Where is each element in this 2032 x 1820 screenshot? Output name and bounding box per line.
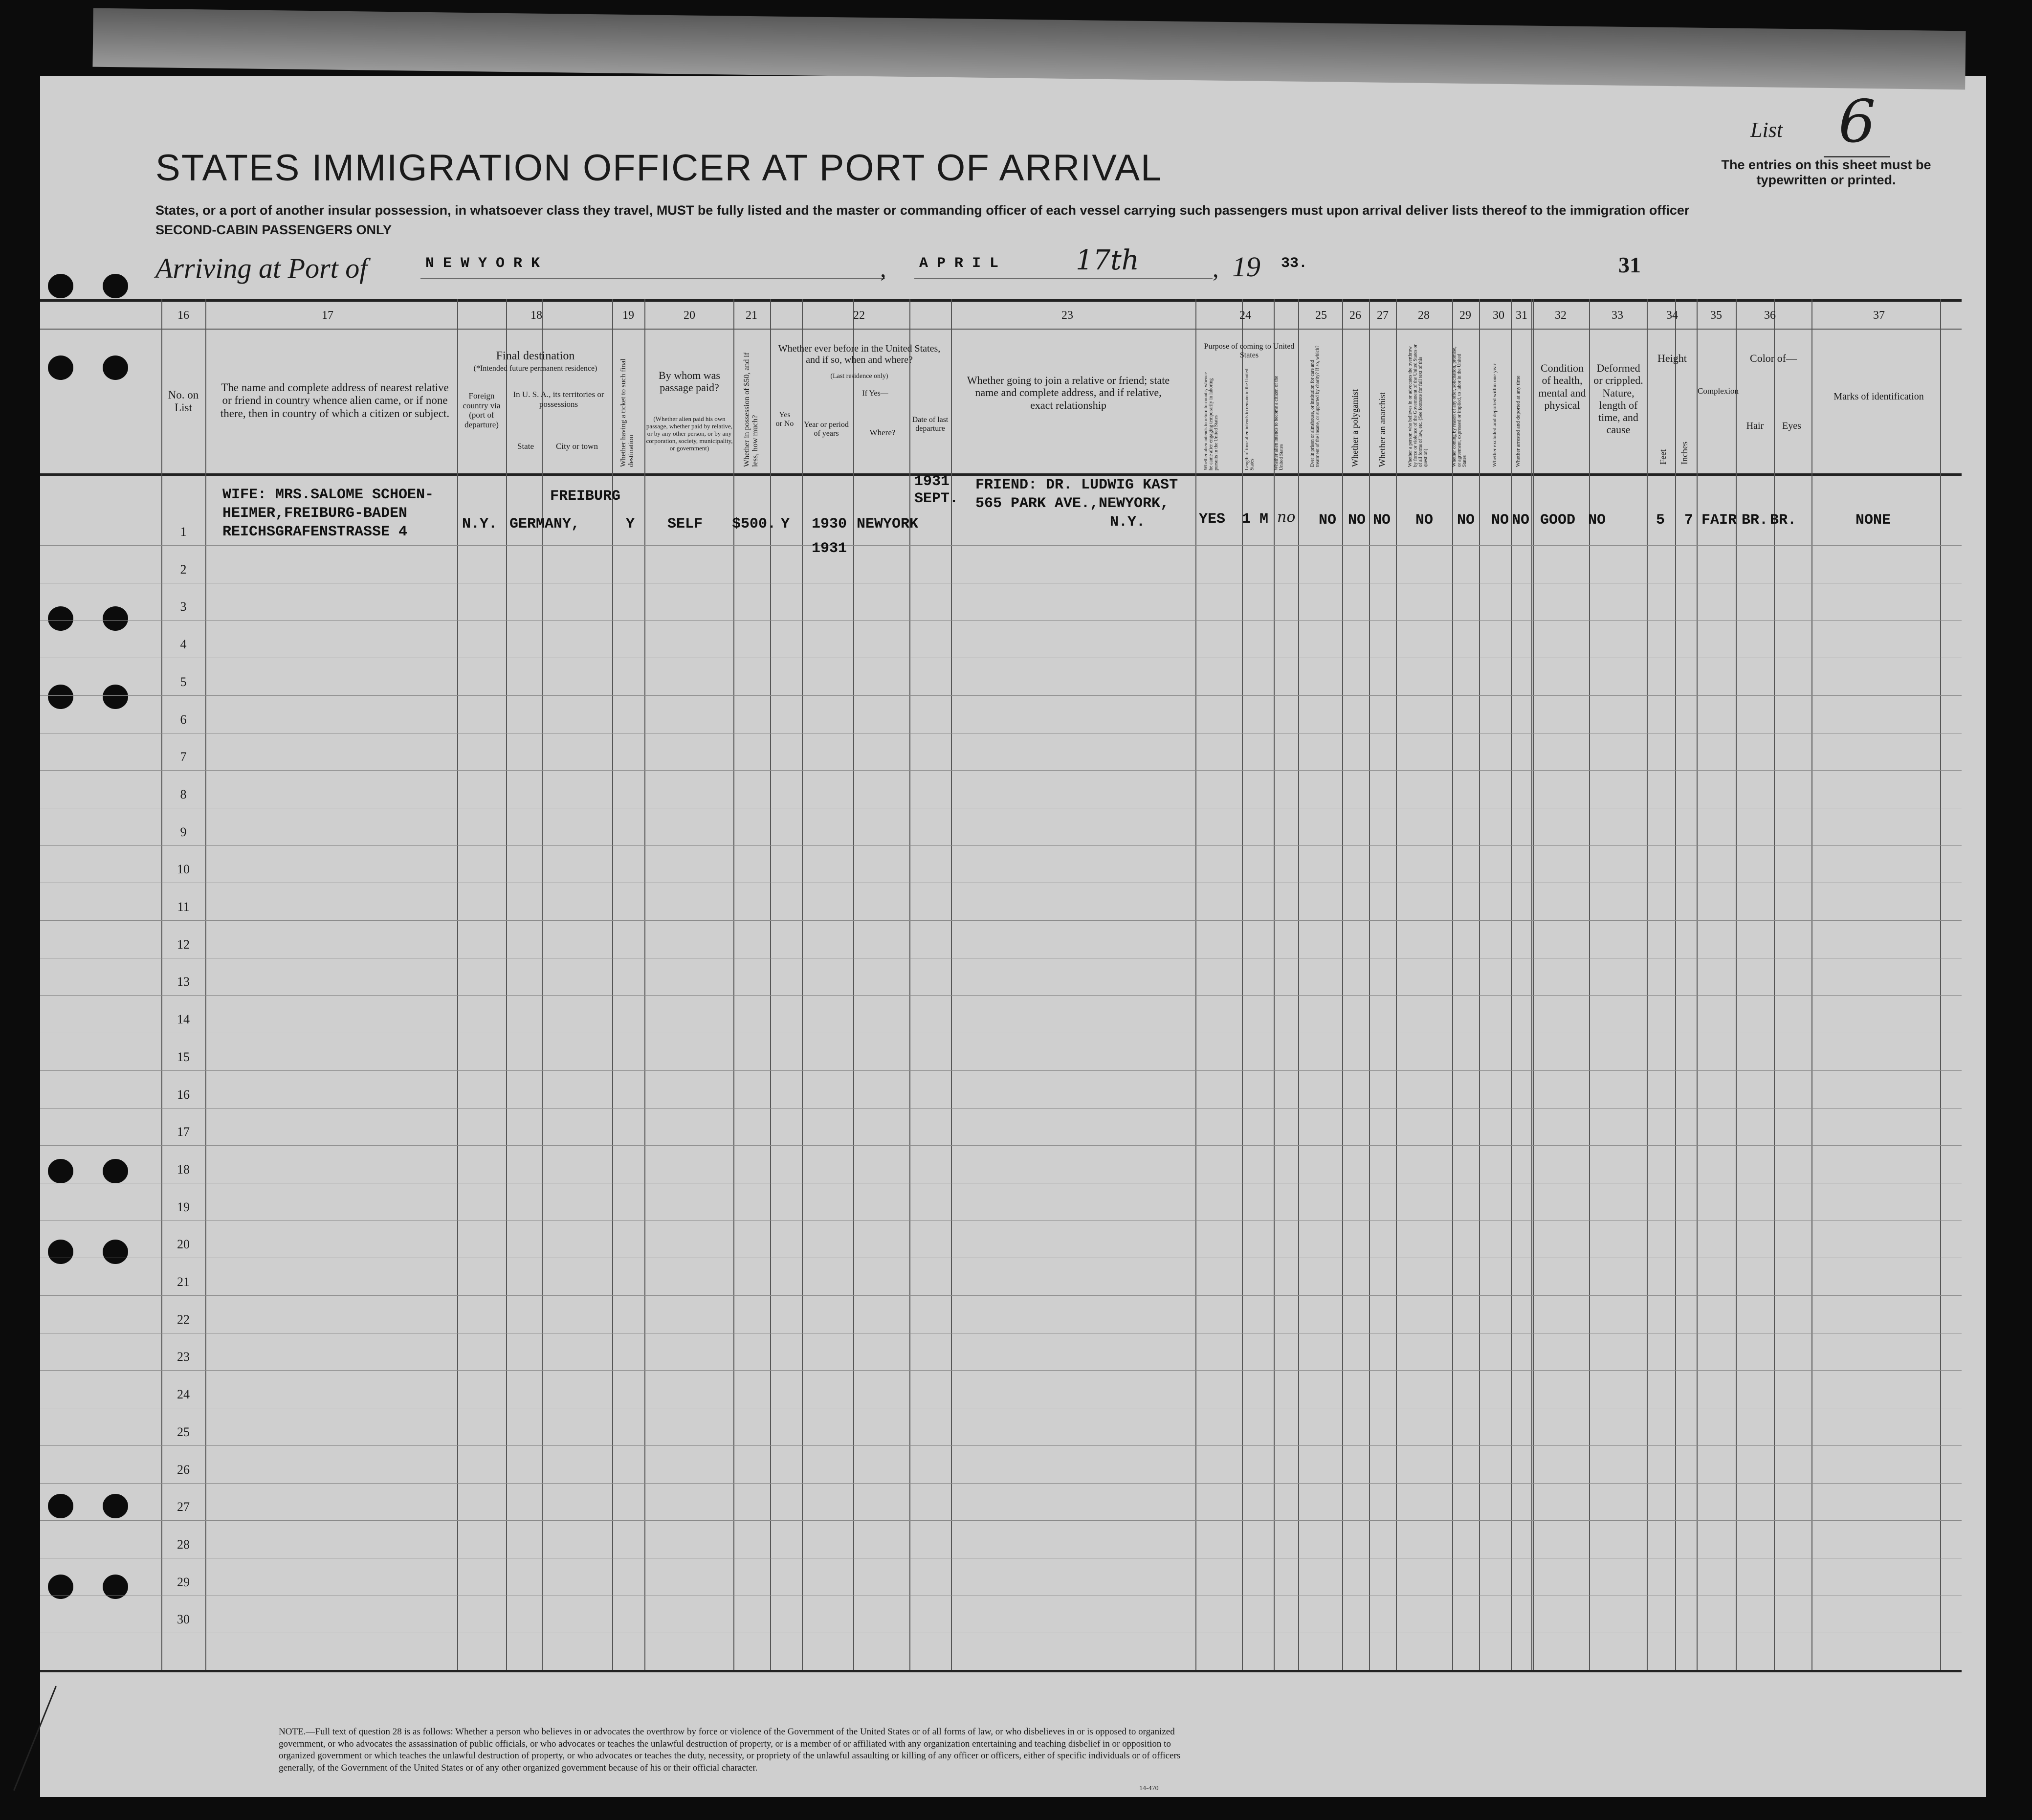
- header-feet: Feet: [1658, 449, 1668, 465]
- year-2: 1931: [812, 540, 847, 557]
- eyes-value: BR.: [1770, 512, 1797, 529]
- column-divider: [506, 299, 507, 1670]
- punch-hole: [48, 274, 73, 298]
- arrival-month: A P R I L: [919, 255, 999, 272]
- col-num-27: 27: [1377, 309, 1389, 322]
- hair-value: BR.: [1742, 512, 1768, 529]
- column-divider: [1242, 299, 1243, 1670]
- col-num-34: 34: [1666, 309, 1678, 322]
- row-divider: [40, 695, 1962, 696]
- column-divider: [1675, 299, 1676, 1670]
- column-divider: [1647, 299, 1648, 1670]
- complexion-value: FAIR: [1701, 512, 1737, 529]
- punch-hole: [103, 1240, 128, 1264]
- punch-hole: [103, 1494, 128, 1518]
- punch-hole: [48, 1240, 73, 1264]
- col-num-17: 17: [322, 309, 333, 322]
- polygamist-value: NO: [1348, 512, 1366, 529]
- row-divider: [40, 1295, 1962, 1296]
- header-year-period: Year or period of years: [804, 421, 849, 438]
- paid-by: SELF: [667, 516, 703, 533]
- row-number: 13: [177, 975, 190, 989]
- row-number: 21: [177, 1275, 190, 1289]
- comma: ,: [1213, 255, 1219, 282]
- footnote: NOTE.—Full text of question 28 is as follows: Whether a person who believes in or advocates the overthrow by force or violence of the Government of the United States or of all forms of law, or who disbelieves in or is opposed to organized government, or who advocates the assassination of public officials, or who advocates or teaches the unlawful destruction of property, or is a member of or affiliated with any organization entertaining and teaching disbelief in or opposition to organized government or which teaches the unlawful destruction of property, or who advocates or teaches the duty, necessity, or propriety of the unlawful assaulting or killing of any officer or officers, either of specific individuals or of officers generally, of the Government of the United States or of any other organized government because of his or their official character.: [279, 1727, 1181, 1774]
- col-num-33: 33: [1612, 309, 1623, 322]
- form-title: STATES IMMIGRATION OFFICER AT PORT OF ARRIVAL: [155, 147, 1163, 189]
- arrival-day: 17th: [1076, 244, 1139, 276]
- column-divider: [612, 299, 613, 1670]
- row-number: 14: [177, 1012, 190, 1027]
- col-num-32: 32: [1555, 309, 1567, 322]
- header-anarchist: Whether an anarchist: [1377, 392, 1387, 467]
- marks-value: NONE: [1855, 512, 1891, 529]
- row-number: 1: [180, 525, 187, 539]
- row-number: 19: [177, 1199, 190, 1214]
- departure-year: 1931: [914, 473, 950, 490]
- row-number: 23: [177, 1350, 190, 1364]
- row-number: 27: [177, 1500, 190, 1514]
- col-num-26: 26: [1349, 309, 1361, 322]
- year-prefix: 19: [1232, 251, 1260, 283]
- header-contract: Whether coming by reason of any offer, solicitation, promise, or agreement, expressed or implied, to labor in the United States: [1452, 346, 1467, 467]
- column-divider: [205, 299, 206, 1670]
- header-health: Condition of health, mental and physical: [1538, 362, 1586, 411]
- purpose-citizen: no: [1277, 509, 1296, 526]
- column-divider: [1697, 299, 1698, 1670]
- height-feet: 5: [1656, 512, 1665, 529]
- header-complexion: Complexion: [1698, 386, 1739, 396]
- row-divider: [40, 920, 1962, 921]
- row-divider: [40, 845, 1962, 846]
- row-number: 25: [177, 1424, 190, 1439]
- row-divider: [40, 1445, 1962, 1446]
- col-num-19: 19: [622, 309, 634, 322]
- year-1: 1930: [812, 516, 847, 533]
- column-number-divider: [40, 329, 1962, 330]
- excluded-value: NO: [1491, 512, 1509, 529]
- foreign-country: N.Y.: [462, 516, 498, 533]
- punch-hole: [103, 606, 128, 631]
- column-divider: [802, 299, 803, 1670]
- column-divider: [1531, 299, 1532, 1670]
- punch-hole: [103, 1159, 128, 1183]
- header-final-destination-note: (*Intended future permanent residence): [473, 364, 597, 373]
- column-divider: [1195, 299, 1196, 1670]
- col-num-24: 24: [1239, 309, 1251, 322]
- manifest-sheet: [40, 76, 1986, 1797]
- row-number: 30: [177, 1612, 190, 1627]
- column-divider: [1342, 299, 1343, 1670]
- header-excluded: Whether excluded and deported within one year: [1492, 363, 1498, 467]
- header-last-residence: (Last residence only): [830, 373, 888, 380]
- row-number: 16: [177, 1087, 190, 1102]
- deformed-value: NO: [1588, 512, 1606, 529]
- row-number: 12: [177, 937, 190, 952]
- header-passage-note: (Whether alien paid his own passage, whether paid by relative, or by any other person, or by any corporation, society, municipality, or government): [646, 415, 733, 452]
- header-color-of: Color of—: [1750, 352, 1797, 364]
- comma: ,: [880, 255, 886, 282]
- port-name: N E W Y O R K: [425, 255, 540, 272]
- col-num-30: 30: [1493, 309, 1504, 322]
- row-number: 5: [180, 674, 187, 689]
- row-number: 20: [177, 1237, 190, 1252]
- row-number: 3: [180, 599, 187, 614]
- relative-line-3: REICHSGRAFENSTRASSE 4: [222, 524, 408, 540]
- col-num-20: 20: [684, 309, 695, 322]
- row-number: 26: [177, 1462, 190, 1477]
- header-purpose-length: Length of time alien intends to remain in the United States: [1244, 368, 1255, 470]
- row-number: 18: [177, 1162, 190, 1176]
- row-divider: [40, 620, 1962, 621]
- money: $500.: [732, 516, 776, 533]
- header-passage-paid: By whom was passage paid?: [659, 369, 720, 394]
- table-bottom-border: [40, 1670, 1962, 1672]
- punch-hole: [48, 1494, 73, 1518]
- header-deformed: Deformed or crippled. Nature, length of time, and cause: [1593, 362, 1643, 436]
- column-divider: [1452, 299, 1453, 1670]
- punch-hole: [48, 1159, 73, 1183]
- join-line-3: N.Y.: [1110, 514, 1146, 531]
- row-number: 28: [177, 1537, 190, 1552]
- column-divider: [1274, 299, 1275, 1670]
- row-number: 7: [180, 750, 187, 764]
- punch-hole: [48, 355, 73, 380]
- row-number: 10: [177, 862, 190, 877]
- row-number: 11: [177, 900, 190, 914]
- header-overthrow: Whether a person who believes in or advocates the overthrow by force or violence of the Government of the United States or of all forms of law, etc. (See footnote for full text of this question): [1408, 344, 1429, 467]
- row-divider: [40, 1483, 1962, 1484]
- arrested-value: NO: [1512, 512, 1530, 529]
- sheet-number: 31: [1618, 252, 1641, 277]
- header-purpose-return: Whether alien intends to return to country whence he came after engaging temporarily in laboring pursuits in the United States: [1203, 372, 1219, 470]
- header-polygamist: Whether a polygamist: [1350, 389, 1360, 467]
- form-subtitle: States, or a port of another insular possession, in whatsoever class they travel, MUST be fully listed and the master or commanding officer of each vessel carrying such passengers must upon arrival deliver lists thereof to the immigration officer: [155, 203, 1690, 218]
- row-divider: [40, 1070, 1962, 1071]
- header-ticket: Whether having a ticket to such final destination: [619, 358, 635, 467]
- where-value: NEWYORK: [857, 516, 919, 533]
- header-where: Where?: [869, 428, 896, 437]
- prison-value: NO: [1319, 512, 1337, 529]
- punch-hole: [48, 606, 73, 631]
- punch-hole: [48, 685, 73, 709]
- header-purpose: Purpose of coming to United States: [1204, 342, 1295, 360]
- col-num-31: 31: [1516, 309, 1527, 322]
- list-number: 6: [1824, 88, 1890, 157]
- row-divider: [40, 1520, 1962, 1521]
- col-num-16: 16: [177, 309, 189, 322]
- header-marks: Marks of identification: [1833, 391, 1924, 402]
- punch-hole: [103, 685, 128, 709]
- column-divider: [1533, 299, 1534, 1670]
- header-relative: The name and complete address of nearest relative or friend in country whence alien came, or if none there, then in country of which a citizen or subject.: [220, 381, 450, 420]
- header-final-destination: Final destination: [496, 350, 575, 362]
- col-num-25: 25: [1315, 309, 1327, 322]
- row-number: 8: [180, 787, 187, 801]
- ticket-value: Y: [626, 516, 635, 533]
- col-num-28: 28: [1418, 309, 1430, 322]
- relative-line-1: WIFE: MRS.SALOME SCHOEN-: [222, 487, 434, 503]
- destination-state: GERMANY,: [509, 516, 580, 533]
- row-divider: [40, 1108, 1962, 1109]
- typewritten-notice: The entries on this sheet must be typewritten or printed.: [1721, 157, 1931, 187]
- col-num-23: 23: [1061, 309, 1073, 322]
- col-num-36: 36: [1764, 309, 1776, 322]
- header-city: City or town: [556, 442, 598, 451]
- col-num-18: 18: [530, 309, 542, 322]
- port-underline: [420, 278, 885, 279]
- col-num-21: 21: [746, 309, 757, 322]
- header-arrested: Whether arrested and deported at any time: [1515, 376, 1521, 467]
- header-hair: Hair: [1746, 421, 1764, 431]
- year-suffix: 33.: [1281, 255, 1308, 272]
- header-bottom-border: [40, 473, 1962, 476]
- column-divider: [1811, 299, 1812, 1670]
- column-divider: [1479, 299, 1480, 1670]
- row-number: 22: [177, 1312, 190, 1327]
- header-eyes: Eyes: [1782, 421, 1801, 431]
- column-divider: [770, 299, 771, 1670]
- row-number: 15: [177, 1049, 190, 1064]
- col-num-22: 22: [853, 309, 865, 322]
- column-divider: [1511, 299, 1512, 1670]
- col-num-29: 29: [1459, 309, 1471, 322]
- column-divider: [1369, 299, 1370, 1670]
- row-divider: [40, 1145, 1962, 1146]
- column-divider: [457, 299, 458, 1670]
- column-divider: [644, 299, 645, 1670]
- purpose-return: YES: [1199, 511, 1226, 528]
- row-number: 2: [180, 562, 187, 577]
- column-divider: [733, 299, 734, 1670]
- header-date-departure: Date of last departure: [912, 416, 949, 433]
- table-top-border: [40, 299, 1962, 302]
- overthrow-value: NO: [1415, 512, 1434, 529]
- cabin-class: SECOND-CABIN PASSENGERS ONLY: [155, 222, 392, 237]
- header-yes-no: Yes or No: [775, 411, 794, 428]
- punch-hole: [103, 274, 128, 298]
- list-label: List: [1750, 118, 1783, 142]
- header-in-usa: In U. S. A., its territories or possessions: [513, 390, 604, 409]
- anarchist-value: NO: [1373, 512, 1391, 529]
- purpose-length: 1 M: [1242, 511, 1269, 528]
- header-join-relative: Whether going to join a relative or friend; state name and complete address, and if relative, exact relationship: [967, 374, 1170, 411]
- column-divider: [161, 299, 162, 1670]
- col-num-35: 35: [1710, 309, 1722, 322]
- column-divider: [1774, 299, 1775, 1670]
- col-num-37: 37: [1873, 309, 1885, 322]
- header-inches: Inches: [1679, 442, 1689, 465]
- header-foreign-country: Foreign country via (port of departure): [463, 391, 501, 429]
- column-divider: [1589, 299, 1590, 1670]
- header-state: State: [517, 442, 534, 451]
- column-divider: [1396, 299, 1397, 1670]
- relative-line-2: HEIMER,FREIBURG-BADEN: [222, 505, 408, 522]
- header-before-us: Whether ever before in the United States, and if so, when and where?: [778, 343, 941, 365]
- header-prison: Ever in prison or almshouse, or institution for care and treatment of the insane, or supported by charity? If so, which?: [1310, 345, 1321, 467]
- column-divider: [909, 299, 910, 1670]
- column-divider: [853, 299, 854, 1670]
- arriving-label: Arriving at Port of: [155, 252, 368, 284]
- header-no-on-list: No. on List: [168, 389, 199, 414]
- row-number: 4: [180, 637, 187, 652]
- form-number: 14-470: [1139, 1785, 1159, 1792]
- row-divider: [40, 995, 1962, 996]
- header-possession: Whether in possession of $50, and if less, how much?: [743, 352, 759, 467]
- before-yes: Y: [781, 516, 790, 533]
- column-divider: [542, 299, 543, 1670]
- column-divider: [1940, 299, 1941, 1670]
- row-number: 6: [180, 712, 187, 727]
- header-purpose-citizen: Whether alien intends to become a citizen of the United States: [1274, 376, 1284, 470]
- row-divider: [40, 545, 1962, 546]
- row-number: 9: [180, 824, 187, 839]
- join-line-1: FRIEND: DR. LUDWIG KAST: [975, 477, 1178, 493]
- join-line-2: 565 PARK AVE.,NEWYORK,: [975, 495, 1170, 512]
- row-number: 29: [177, 1575, 190, 1589]
- column-divider: [1736, 299, 1737, 1670]
- row-divider: [40, 770, 1962, 771]
- row-divider: [40, 1370, 1962, 1371]
- header-if-yes: If Yes—: [862, 389, 888, 398]
- destination-city: FREIBURG: [550, 488, 621, 505]
- header-height: Height: [1657, 352, 1687, 364]
- date-underline: [914, 278, 1213, 279]
- height-inches: 7: [1684, 512, 1694, 529]
- row-number: 17: [177, 1125, 190, 1139]
- departure-month: SEPT.: [914, 490, 959, 507]
- punch-hole: [103, 355, 128, 380]
- health-value: GOOD: [1540, 512, 1576, 529]
- row-number: 24: [177, 1387, 190, 1402]
- column-divider: [1298, 299, 1299, 1670]
- contract-value: NO: [1457, 512, 1475, 529]
